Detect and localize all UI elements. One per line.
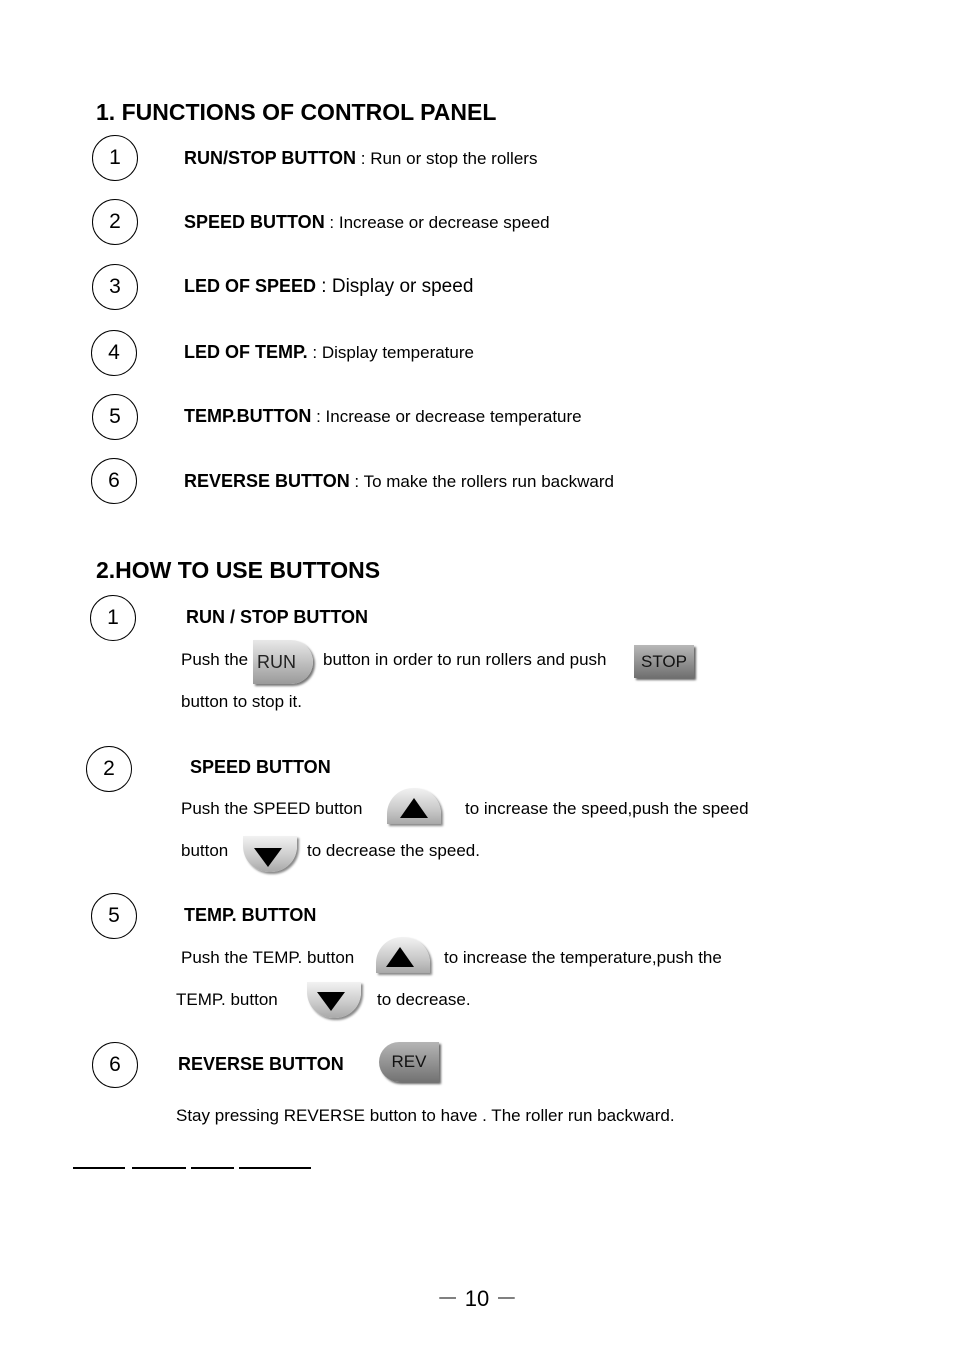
up-arrow-icon [387,788,441,824]
temp-down-button-image [307,982,361,1018]
section-1-title: 1. FUNCTIONS OF CONTROL PANEL [96,99,497,125]
run-button-label: RUN [257,651,296,672]
divider-segment [191,1167,234,1169]
function-led-speed [184,276,473,298]
run-stop-heading: RUN / STOP BUTTON [186,607,369,627]
item-number-5: 5 [92,394,138,440]
speed-heading: SPEED BUTTON [190,757,331,777]
section-2-title: 2.HOW TO USE BUTTONS [96,557,381,583]
function-label: RUN/STOP BUTTON [184,148,357,168]
function-speed [184,212,550,233]
rev-button-label: REV [391,1052,427,1071]
run-stop-text-b: button in order to run rollers and push [323,650,607,669]
function-desc: : Increase or decrease speed [324,213,550,232]
up-arrow-icon [376,937,430,973]
run-stop-text-c: button to stop it. [181,692,302,711]
divider-segment [73,1167,125,1169]
function-reverse [184,471,614,492]
speed-up-button-image [387,788,441,824]
divider-segment [132,1167,186,1169]
step-number-6: 6 [92,1042,138,1088]
temp-text-d: to decrease. [377,990,471,1009]
function-label: REVERSE BUTTON [184,471,350,491]
reverse-text: Stay pressing REVERSE button to have . The roller run backward. [176,1106,675,1125]
item-number-1: 1 [92,135,138,181]
stop-button-label: STOP [641,651,687,671]
page-number: － 10 － [436,1286,518,1311]
reverse-heading: REVERSE BUTTON [178,1054,344,1074]
temp-text-c: TEMP. button [176,990,278,1009]
function-label: TEMP.BUTTON [184,406,312,426]
function-temp-button [184,406,582,427]
speed-text-b: to increase the speed,push the speed [465,799,749,818]
item-number-3: 3 [92,264,138,310]
step-number-5: 5 [91,893,137,939]
speed-text-a: Push the SPEED button [181,799,363,818]
temp-text-a: Push the TEMP. button [181,948,355,967]
temp-heading: TEMP. BUTTON [184,905,317,925]
function-led-temp [184,342,474,363]
rev-button-image [379,1042,439,1082]
down-arrow-icon [243,836,297,872]
temp-up-button-image [376,937,430,973]
item-number-6: 6 [91,458,137,504]
function-label: SPEED BUTTON [184,212,325,232]
function-desc: : To make the rollers run backward [349,472,614,491]
item-number-4: 4 [91,330,137,376]
function-desc: : Run or stop the rollers [356,149,538,168]
function-label: LED OF TEMP. [184,342,308,362]
function-label: LED OF SPEED [184,276,317,296]
function-desc: : Display or speed [316,276,474,297]
function-desc: : Display temperature [307,343,474,362]
item-number-2: 2 [92,199,138,245]
function-run-stop [184,148,537,169]
divider-segment [239,1167,311,1169]
temp-text-b: to increase the temperature,push the [444,948,722,967]
function-desc: : Increase or decrease temperature [311,407,582,426]
stop-button-image [634,645,694,678]
down-arrow-icon [307,982,361,1018]
step-number-1: 1 [90,595,136,641]
step-number-2: 2 [86,746,132,792]
run-stop-text-a: Push the [181,650,249,669]
speed-down-button-image [243,836,297,872]
run-button-image [253,640,313,684]
speed-text-c: button [181,841,229,860]
speed-text-d: to decrease the speed. [307,841,480,860]
